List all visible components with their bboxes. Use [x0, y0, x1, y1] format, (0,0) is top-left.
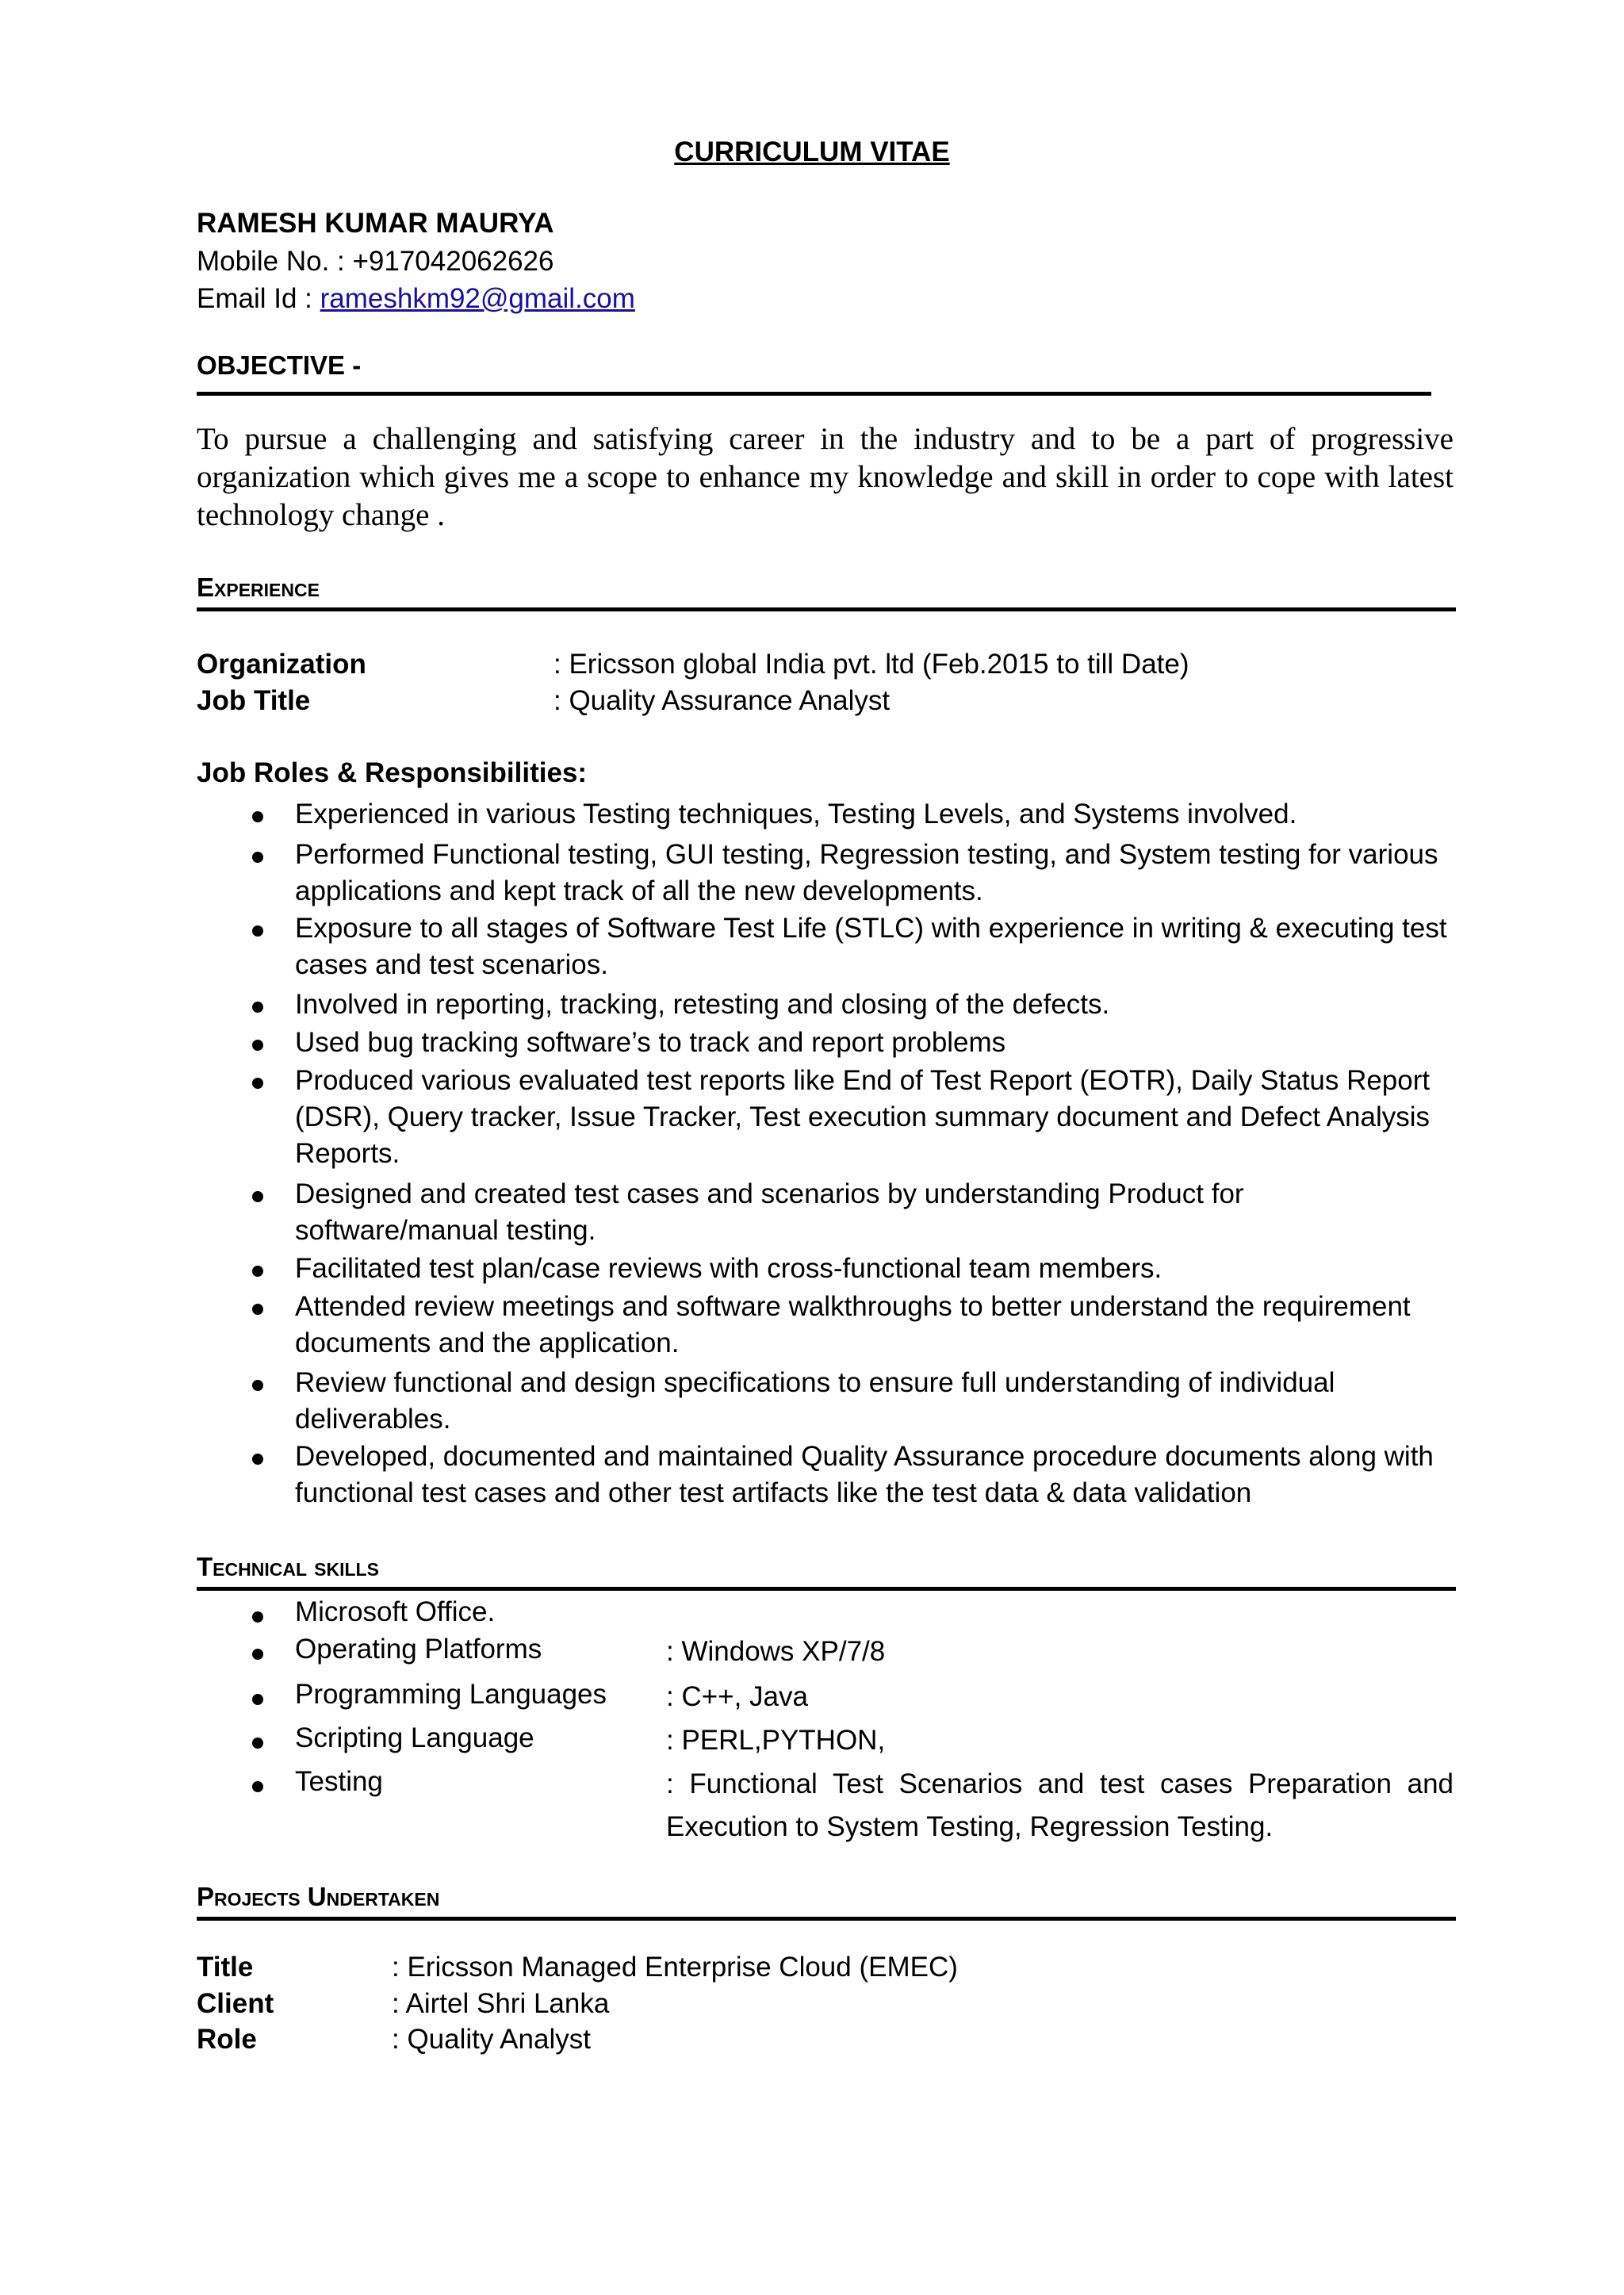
role-value: : Quality Analyst	[392, 2024, 591, 2055]
bullet-icon	[252, 1078, 263, 1089]
skills-divider	[197, 1587, 1456, 1591]
objective-heading: OBJECTIVE -	[197, 351, 362, 380]
bullet-icon	[252, 1781, 263, 1792]
bullet-icon	[252, 925, 263, 937]
project-title-value: : Ericsson Managed Enterprise Cloud (EMEC)	[392, 1952, 958, 1983]
bullet-icon	[252, 1649, 263, 1660]
mobile-line	[197, 246, 554, 278]
projects-heading: Projects Undertaken	[197, 1882, 440, 1911]
objective-divider	[197, 392, 1431, 396]
job-title-value: : Quality Assurance Analyst	[553, 685, 891, 716]
roles-heading: Job Roles & Responsibilities:	[197, 757, 588, 788]
organization-value: : Ericsson global India pvt. ltd (Feb.2015 to till Date)	[553, 649, 1189, 680]
bullet-icon	[252, 1040, 263, 1051]
email-link[interactable]: rameshkm92@gmail.com	[320, 283, 635, 314]
client-value: : Airtel Shri Lanka	[392, 1988, 610, 2019]
document-title: CURRICULUM VITAE	[674, 136, 950, 167]
organization-label: Organization	[197, 649, 366, 680]
email-label: Email Id :	[197, 283, 320, 314]
bullet-icon	[252, 1380, 263, 1391]
job-title-label: Job Title	[197, 685, 311, 716]
bullet-icon	[252, 1002, 263, 1013]
projects-divider	[197, 1917, 1456, 1921]
mobile-number: +917042062626	[352, 246, 554, 277]
client-label: Client	[197, 1988, 274, 2019]
objective-text: To pursue a challenging and satisfying career in the industry and to be a part of progressive organization which gives me a scope to enhance my knowledge and skill in order to cope with latest technology change .	[197, 422, 1454, 532]
role-label: Role	[197, 2024, 257, 2055]
resume-page: CURRICULUM VITAE RAMESH KUMAR MAURYA Mobile No. : +917042062626 Email Id : rameshkm92@gmail.com OBJECTIVE - To pursue a challenging and satisfying career in the industry and to be a part of progressive organization which gives me a scope to enhance my knowledge and skill in order to cope with latest technology change . Experience Organization : Ericsson global India pvt. ltd (Feb.2015 to till Date) Job Title : Quality Assurance Analyst Job Roles & Responsibilities: Experienced in various Testing techniques, Testing Levels, and Systems involved. Performed Functional testing, GUI testing, Regression testing, and System testing for various applications and kept track of all the new developments. Exposure to all stages of Software Test Life (STLC) with experience in writing & executing test cases and test scenarios. Involved in reporting, tracking, retesting and closing of the defects. Used bug tracking software’s to track and report problems Produced various evaluated test reports like End of Test Report (EOTR), Daily Status Report (DSR), Query tracker, Issue Tracker, Test execution summary document and Defect Analysis Reports. Designed and created test cases and scenarios by understanding Product for software/manual testing. Facilitated test plan/case reviews with cross-functional team members. Attended review meetings and software walkthroughs to better understand the requirement documents and the application. Review functional and design specifications to ensure full understanding of individual deliverables. Developed, documented and maintained Quality Assurance procedure documents along with functional test cases and other test artifacts like the test data & data validation Technical skills Microsoft Office. Operating Platforms : Windows XP/7/8 Programming Languages : C++, Java Scripting Language : PERL,PYTHON, Testing : Functional Test Scenarios and test cases Preparation and Execution to System Testing, Regression Testing. Projects Undertaken Title : Ericsson Managed Enterprise Cloud (EMEC) Client : Airtel Shri Lanka Role : Quality Analyst	[0, 0, 1624, 2295]
technical-skills-heading: Technical skills	[197, 1552, 379, 1581]
bullet-icon	[252, 1694, 263, 1705]
bullet-icon	[252, 1191, 263, 1202]
experience-divider	[197, 607, 1456, 611]
bullet-icon	[252, 811, 263, 822]
bullet-icon	[252, 1738, 263, 1749]
experience-heading: Experience	[197, 573, 320, 602]
project-title-label: Title	[197, 1952, 254, 1983]
email-line	[197, 283, 635, 315]
mobile-label: Mobile No. :	[197, 246, 353, 277]
bullet-icon	[252, 1454, 263, 1465]
bullet-icon	[252, 1611, 263, 1623]
candidate-name: RAMESH KUMAR MAURYA	[197, 208, 554, 239]
bullet-icon	[252, 1266, 263, 1277]
bullet-icon	[252, 1304, 263, 1315]
bullet-icon	[252, 852, 263, 863]
